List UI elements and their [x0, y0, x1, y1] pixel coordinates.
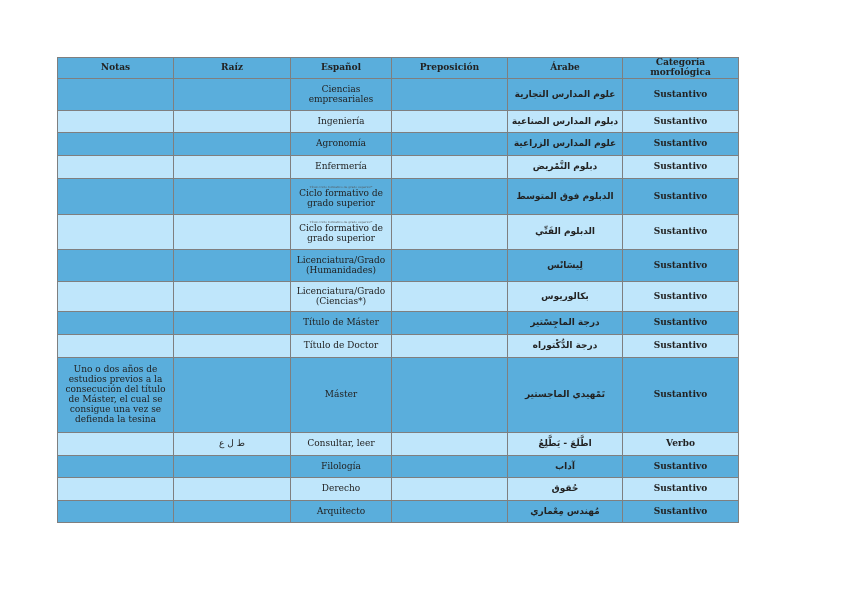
- cell-categoria[interactable]: Sustantivo: [623, 282, 739, 312]
- cell-arabe[interactable]: تَمْهيدي الماجستير: [508, 358, 623, 433]
- cell-raiz[interactable]: [174, 133, 291, 156]
- cell-categoria[interactable]: Sustantivo: [623, 358, 739, 433]
- cell-preposicion[interactable]: [392, 156, 508, 179]
- cell-espanol[interactable]: [291, 456, 392, 478]
- table-row: [58, 156, 739, 179]
- cell-arabe[interactable]: الدبلوم الفَنِّي: [508, 215, 623, 250]
- cell-arabe[interactable]: بكالوريوس: [508, 282, 623, 312]
- cell-raiz[interactable]: [174, 282, 291, 312]
- cell-notas[interactable]: [58, 335, 174, 358]
- table-row: [58, 478, 739, 501]
- cell-espanol[interactable]: [291, 250, 392, 282]
- table-row: [58, 433, 739, 456]
- cell-espanol-text: Ciclo formativo de grado superior: [299, 188, 383, 209]
- cell-arabe[interactable]: اطَّلَعَ - يَطَّلِعُ: [508, 433, 623, 456]
- cell-espanol-text: Ciencias empresariales: [308, 84, 374, 105]
- cell-categoria[interactable]: Sustantivo: [623, 456, 739, 478]
- cell-arabe[interactable]: حُقوق: [508, 478, 623, 501]
- cell-notas[interactable]: [58, 215, 174, 250]
- cell-raiz[interactable]: [174, 111, 291, 133]
- cell-espanol-text: Agronomía: [316, 139, 366, 149]
- cell-raiz[interactable]: [174, 501, 291, 523]
- cell-preposicion[interactable]: [392, 501, 508, 523]
- cell-espanol[interactable]: [291, 501, 392, 523]
- header-raiz[interactable]: Raíz: [174, 58, 291, 79]
- cell-categoria[interactable]: Sustantivo: [623, 312, 739, 335]
- cell-notas[interactable]: [58, 133, 174, 156]
- table-row: [58, 79, 739, 111]
- cell-espanol-text: Ingeniería: [317, 116, 365, 127]
- cell-notas[interactable]: [58, 156, 174, 179]
- cell-preposicion[interactable]: [392, 335, 508, 358]
- cell-preposicion[interactable]: [392, 215, 508, 250]
- spreadsheet-table: [57, 57, 739, 523]
- cell-notas[interactable]: [58, 501, 174, 523]
- cell-categoria[interactable]: Sustantivo: [623, 179, 739, 215]
- cell-categoria[interactable]: Sustantivo: [623, 79, 739, 111]
- cell-espanol-text: Consultar, leer: [307, 439, 375, 449]
- cell-notas[interactable]: Uno o dos años de estudios previos a la consecución del título de Máster, el cual se consigue una vez se defienda la tesina: [58, 358, 174, 433]
- cell-preposicion[interactable]: [392, 282, 508, 312]
- cell-espanol[interactable]: [291, 133, 392, 156]
- cell-preposicion[interactable]: [392, 433, 508, 456]
- cell-espanol-text: Filología: [321, 461, 361, 472]
- cell-preposicion[interactable]: [392, 111, 508, 133]
- cell-espanol-text: Máster: [324, 390, 358, 400]
- cell-espanol[interactable]: [291, 478, 392, 501]
- cell-espanol[interactable]: [291, 215, 392, 250]
- cell-arabe[interactable]: لِيسَانْس: [508, 250, 623, 282]
- cell-raiz[interactable]: [174, 456, 291, 478]
- cell-preposicion[interactable]: [392, 79, 508, 111]
- table-row: [58, 111, 739, 133]
- cell-categoria[interactable]: Sustantivo: [623, 478, 739, 501]
- cell-notas[interactable]: [58, 179, 174, 215]
- cell-notas[interactable]: [58, 111, 174, 133]
- cell-preposicion[interactable]: [392, 250, 508, 282]
- cell-espanol-text: Título de Máster: [303, 318, 379, 328]
- cell-espanol[interactable]: [291, 433, 392, 456]
- cell-espanol[interactable]: [291, 312, 392, 335]
- header-notas[interactable]: Notas: [58, 58, 174, 79]
- table-row: [58, 250, 739, 282]
- cell-espanol-text: Derecho: [321, 484, 361, 494]
- cell-raiz[interactable]: [174, 215, 291, 250]
- cell-raiz[interactable]: [174, 312, 291, 335]
- cell-arabe[interactable]: الدبلوم فوق المتوسط: [508, 179, 623, 215]
- cell-espanol-text: Arquitecto: [316, 506, 366, 517]
- cell-raiz[interactable]: [174, 179, 291, 215]
- table-row: [58, 358, 739, 433]
- cell-small-note: Título Ciclo formativo de grado superior*: [309, 184, 373, 189]
- cell-espanol[interactable]: [291, 358, 392, 433]
- cell-notas[interactable]: [58, 478, 174, 501]
- table-row: [58, 312, 739, 335]
- cell-arabe[interactable]: درجة الماجِسْتير: [508, 312, 623, 335]
- cell-preposicion[interactable]: [392, 478, 508, 501]
- cell-preposicion[interactable]: [392, 133, 508, 156]
- cell-preposicion[interactable]: [392, 456, 508, 478]
- header-arabe[interactable]: Árabe: [508, 58, 623, 79]
- cell-notas[interactable]: [58, 456, 174, 478]
- cell-espanol-text: Licenciatura/Grado (Humanidades): [296, 255, 386, 276]
- cell-arabe[interactable]: دبلوم التَّمْريض: [508, 156, 623, 179]
- cell-arabe[interactable]: علوم المدارس الزراعية: [508, 133, 623, 156]
- cell-arabe[interactable]: مُهندس مِعْماري: [508, 501, 623, 523]
- cell-espanol[interactable]: [291, 79, 392, 111]
- cell-espanol-text: Enfermería: [315, 162, 367, 172]
- cell-espanol-text: Licenciatura/Grado (Ciencias*): [296, 286, 386, 307]
- cell-categoria[interactable]: Sustantivo: [623, 156, 739, 179]
- cell-small-note: Título Ciclo formativo de grado superior*: [309, 220, 373, 224]
- cell-arabe[interactable]: آداب: [508, 456, 623, 478]
- cell-raiz[interactable]: [174, 156, 291, 179]
- cell-notas[interactable]: [58, 79, 174, 111]
- cell-categoria[interactable]: Sustantivo: [623, 250, 739, 282]
- cell-arabe[interactable]: دبلوم المدارس الصناعية: [508, 111, 623, 133]
- cell-categoria[interactable]: Sustantivo: [623, 111, 739, 133]
- cell-raiz[interactable]: ط ل ع: [174, 433, 291, 456]
- cell-notas[interactable]: [58, 433, 174, 456]
- table-row: [58, 456, 739, 478]
- cell-categoria[interactable]: Sustantivo: [623, 215, 739, 250]
- cell-espanol-text: Título de Doctor: [303, 341, 379, 351]
- cell-espanol[interactable]: [291, 282, 392, 312]
- table-row: [58, 282, 739, 312]
- cell-categoria[interactable]: Sustantivo: [623, 501, 739, 523]
- cell-notas[interactable]: [58, 312, 174, 335]
- table-row: [58, 335, 739, 358]
- cell-arabe[interactable]: درجة الدُّكْتوراه: [508, 335, 623, 358]
- cell-categoria[interactable]: Sustantivo: [623, 133, 739, 156]
- table-row: [58, 179, 739, 215]
- cell-espanol[interactable]: [291, 335, 392, 358]
- cell-arabe[interactable]: علوم المدارس التجارية: [508, 79, 623, 111]
- cell-raiz[interactable]: [174, 250, 291, 282]
- header-espanol[interactable]: Español: [291, 58, 392, 79]
- cell-notas[interactable]: [58, 282, 174, 312]
- cell-notas[interactable]: [58, 250, 174, 282]
- table-row: [58, 215, 739, 250]
- cell-espanol[interactable]: [291, 179, 392, 215]
- cell-categoria[interactable]: Sustantivo: [623, 335, 739, 358]
- cell-categoria[interactable]: Verbo: [623, 433, 739, 456]
- header-preposicion[interactable]: Preposición: [392, 58, 508, 79]
- cell-raiz[interactable]: [174, 478, 291, 501]
- cell-preposicion[interactable]: [392, 179, 508, 215]
- table-row: [58, 501, 739, 523]
- table-row: [58, 133, 739, 156]
- header-row: [58, 58, 739, 79]
- cell-raiz[interactable]: [174, 335, 291, 358]
- cell-espanol-text: Ciclo formativo de grado superior: [299, 224, 383, 244]
- cell-raiz[interactable]: [174, 358, 291, 433]
- header-categoria[interactable]: Categoría morfológica: [623, 58, 739, 79]
- cell-preposicion[interactable]: [392, 312, 508, 335]
- cell-espanol[interactable]: [291, 156, 392, 179]
- cell-raiz[interactable]: [174, 79, 291, 111]
- cell-espanol[interactable]: [291, 111, 392, 133]
- cell-preposicion[interactable]: [392, 358, 508, 433]
